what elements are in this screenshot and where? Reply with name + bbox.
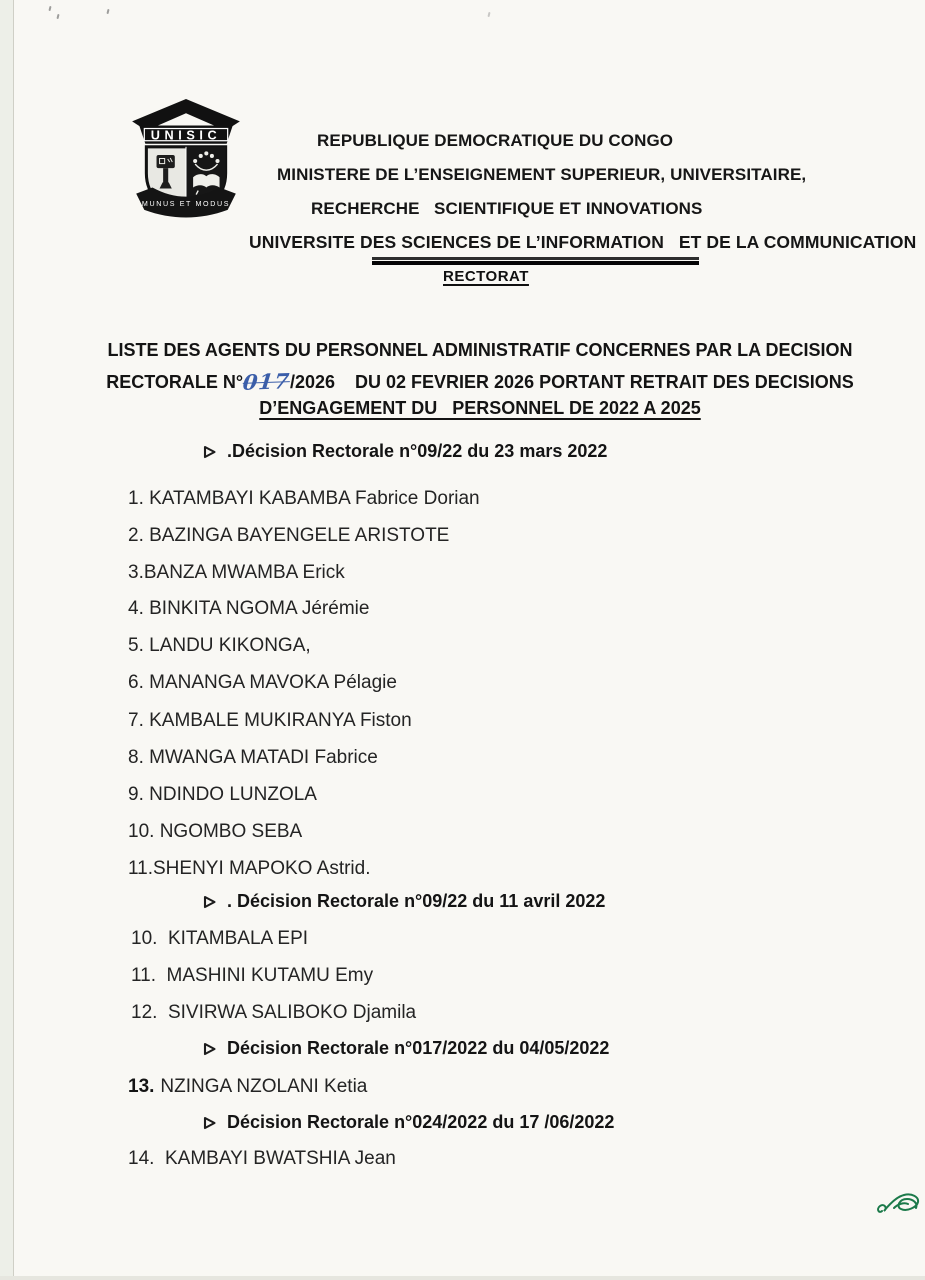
section-heading-text: .Décision Rectorale n°09/22 du 23 mars 2022 — [227, 441, 608, 461]
list-item: 1. KATAMBAYI KABAMBA Fabrice Dorian — [128, 488, 480, 509]
list-item: 7. KAMBALE MUKIRANYA Fiston — [128, 710, 412, 731]
section-heading-3 — [203, 1038, 609, 1059]
list-item: 9. NDINDO LUNZOLA — [128, 784, 317, 805]
page-scan-left-edge — [0, 0, 13, 1280]
signature-scribble-icon — [874, 1184, 924, 1222]
list-item: 2. BAZINGA BAYENGELE ARISTOTE — [128, 525, 450, 546]
letterhead-ministry: MINISTERE DE L’ENSEIGNEMENT SUPERIEUR, UNIVERSITAIRE, — [277, 165, 807, 184]
document-title-line-1: LISTE DES AGENTS DU PERSONNEL ADMINISTRATIF CONCERNES PAR LA DECISION — [107, 340, 853, 360]
list-item: 5. LANDU KIKONGA, — [128, 635, 311, 656]
scan-artifact — [56, 14, 59, 19]
list-item: 10. KITAMBALA EPI — [131, 928, 309, 949]
scan-artifact — [487, 12, 490, 17]
section-heading-1 — [203, 441, 607, 462]
arrowhead-bullet-icon — [203, 895, 216, 909]
title-line2-prefix: RECTORALE N° — [106, 372, 244, 392]
list-item: 6. MANANGA MAVOKA Pélagie — [128, 672, 397, 693]
arrowhead-bullet-icon — [203, 445, 216, 459]
section-heading-2 — [203, 891, 605, 912]
list-item: 12. SIVIRWA SALIBOKO Djamila — [131, 1002, 417, 1023]
section-heading-4 — [203, 1112, 614, 1133]
handwritten-decision-number: 017 — [241, 368, 292, 395]
logo-motto: MUNUS ET MODUS — [141, 199, 231, 208]
list-item: 4. BINKITA NGOMA Jérémie — [128, 598, 370, 619]
list-item: 11.SHENYI MAPOKO Astrid. — [128, 858, 371, 879]
section-heading-text: Décision Rectorale n°017/2022 du 04/05/2022 — [227, 1038, 610, 1058]
list-item: 10. NGOMBO SEBA — [128, 821, 303, 842]
arrowhead-bullet-icon — [203, 1042, 216, 1056]
document-title-line-2 — [90, 368, 870, 393]
page-scan-bottom-edge — [0, 1276, 925, 1280]
arrowhead-bullet-icon — [203, 1116, 216, 1130]
letterhead-department: RECTORAT — [443, 268, 529, 285]
list-item: 14. KAMBAYI BWATSHIA Jean — [128, 1148, 396, 1169]
section-heading-text: Décision Rectorale n°024/2022 du 17 /06/2022 — [227, 1112, 615, 1132]
green-ink-paraph — [874, 1184, 924, 1222]
logo-acronym: UNISIC — [150, 128, 222, 143]
scan-artifact — [48, 6, 51, 11]
document-title-line-3: D’ENGAGEMENT DU PERSONNEL DE 2022 A 2025 — [259, 398, 701, 418]
letterhead-country: REPUBLIQUE DEMOCRATIQUE DU CONGO — [317, 131, 674, 150]
scan-artifact — [106, 9, 109, 14]
title-line2-suffix: /2026 DU 02 FEVRIER 2026 PORTANT RETRAIT DES DECISIONS — [289, 372, 854, 392]
list-item: 8. MWANGA MATADI Fabrice — [128, 747, 378, 768]
letterhead-ministry-2: RECHERCHE SCIENTIFIQUE ET INNOVATIONS — [311, 199, 703, 218]
letterhead-divider — [372, 257, 699, 265]
list-item: 11. MASHINI KUTAMU Emy — [131, 965, 374, 986]
item-number: 13. — [128, 1076, 155, 1097]
unisic-logo — [124, 96, 248, 220]
item-name: NZINGA NZOLANI Ketia — [160, 1076, 368, 1097]
page-scan-edge-line — [13, 0, 14, 1280]
section-heading-text: . Décision Rectorale n°09/22 du 11 avril 2022 — [227, 891, 606, 911]
letterhead-university: UNIVERSITE DES SCIENCES DE L’INFORMATION ET DE LA COMMUNICATION — [249, 232, 917, 252]
list-item — [128, 1076, 367, 1098]
list-item: 3.BANZA MWAMBA Erick — [128, 562, 345, 583]
unisic-crest-icon — [124, 96, 248, 220]
